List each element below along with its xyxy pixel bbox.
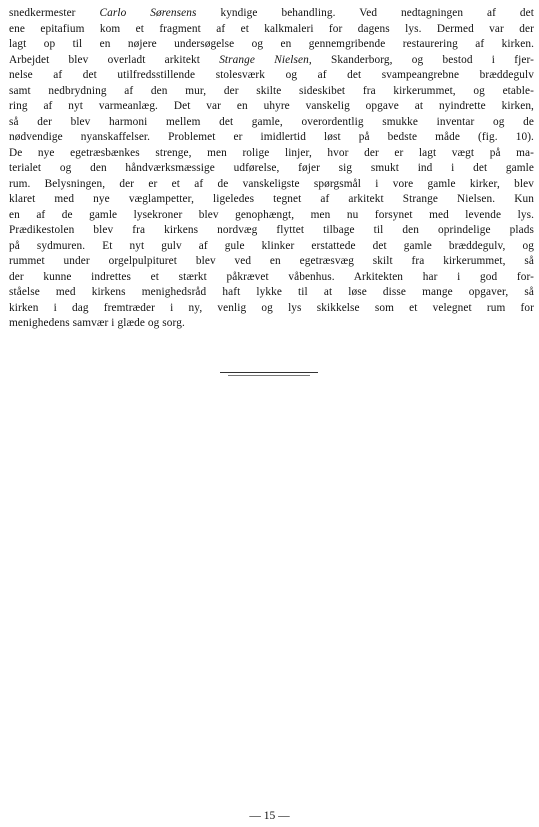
- text-line-11: terialet og den håndværksmæssige udførelse, føjer sig smukt ind i det gamle: [9, 162, 534, 174]
- text-line-7: ring af nyt varmeanlæg. Det var en uhyre vanskelig opgave at nyindrette kirken,: [9, 100, 534, 112]
- page-number: — 15 —: [249, 810, 290, 822]
- text-line-17: rummet under orgelpulpituret blev ved en egetræsvæg skilt fra kirkerummet, så: [9, 255, 534, 267]
- text-line-12: rum. Belysningen, der er et af de vanskeligste spørgsmål i vore gamle kirker, blev: [9, 177, 534, 190]
- text-line-2: ene epitafium kom et fragment af et kalkmaleri for dagens lys. Dermed var der: [9, 22, 534, 35]
- section-divider-underline: [228, 375, 310, 376]
- text-line-14: en af de gamle lysekroner blev genophængt, men nu forsynet med levende lys.: [9, 208, 534, 221]
- text-line-5: nelse af det utilfredsstillende stolesværk og af det svampeangrebne bræddegulv: [9, 69, 534, 81]
- text-line-16: på sydmuren. Et nyt gulv af gule klinker erstattede det gamle bræddegulv, og: [9, 239, 534, 252]
- text-line-19: ståelse med kirkens menighedsråd haft lykke til at løse disse mange opgaver, så: [9, 286, 534, 298]
- text-line-4: Arbejdet blev overladt arkitekt Strange Nielsen, Skanderborg, og bestod i fjer-: [9, 53, 534, 66]
- text-line-6: samt nedbrydning af den mur, der skilte sideskibet fra kirkerummet, og etable-: [9, 84, 534, 97]
- text-line-1: snedkermester Carlo Sørensens kyndige behandling. Ved nedtagningen af det: [9, 7, 534, 19]
- text-line-3: lagt op til en nøjere undersøgelse og en gennemgribende restaurering af kirken.: [9, 38, 534, 50]
- body-text: [9, 6, 534, 332]
- text-line-13: klaret med nye væglampetter, ligeledes tegnet af arkitekt Strange Nielsen. Kun: [9, 193, 534, 205]
- text-line-18: der kunne indrettes et stærkt påkrævet våbenhus. Arkitekten har i god for-: [9, 270, 534, 283]
- text-line-15: Prædikestolen blev fra kirkens nordvæg flyttet tilbage til den oprindelige plads: [9, 224, 534, 236]
- text-line-10: De nye egetræsbænkes strenge, men rolige linjer, hvor der er lagt vægt på ma-: [9, 146, 534, 159]
- text-line-21: menighedens samvær i glæde og sorg.: [9, 317, 185, 329]
- text-line-8: så der blev harmoni mellem det gamle, overordentlig smukke inventar og de: [9, 115, 534, 128]
- section-divider: [220, 372, 318, 373]
- text-line-9: nødvendige nyanskaffelser. Problemet er imidlertid løst på bedste måde (fig. 10).: [9, 131, 534, 143]
- text-line-20: kirken i dag fremtræder i ny, venlig og lys skikkelse som et velegnet rum for: [9, 301, 534, 314]
